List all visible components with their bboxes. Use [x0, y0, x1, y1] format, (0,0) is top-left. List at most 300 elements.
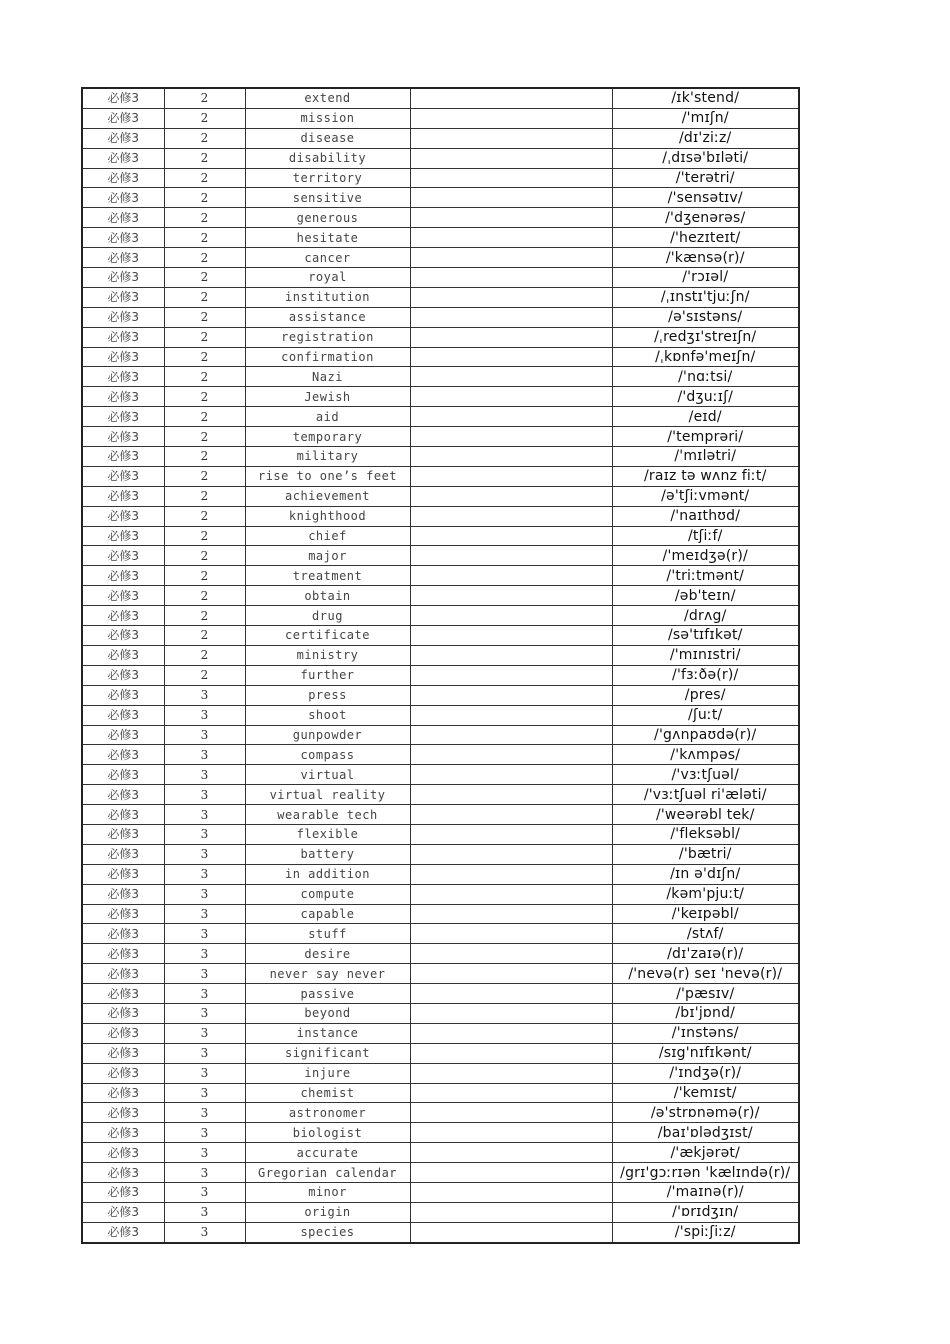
- unit-cell: 3: [164, 1103, 245, 1123]
- unit-cell: 2: [164, 88, 245, 108]
- table-row: [82, 427, 799, 447]
- phonetic-cell: /'gʌnpaʊdə(r)/: [612, 725, 799, 745]
- table-row: [82, 824, 799, 844]
- word-cell: aid: [245, 407, 410, 427]
- meaning-cell: [410, 844, 612, 864]
- unit-cell: 3: [164, 1143, 245, 1163]
- word-cell: extend: [245, 88, 410, 108]
- table-row: [82, 586, 799, 606]
- phonetic-cell: /'bætri/: [612, 844, 799, 864]
- book-cell: 必修3: [82, 466, 164, 486]
- phonetic-cell: /'dʒuːɪʃ/: [612, 387, 799, 407]
- word-cell: Gregorian calendar: [245, 1163, 410, 1183]
- unit-cell: 2: [164, 645, 245, 665]
- phonetic-cell: /'keɪpəbl/: [612, 904, 799, 924]
- meaning-cell: [410, 964, 612, 984]
- unit-cell: 3: [164, 1222, 245, 1242]
- meaning-cell: [410, 1202, 612, 1222]
- table-row: [82, 148, 799, 168]
- book-cell: 必修3: [82, 1143, 164, 1163]
- meaning-cell: [410, 645, 612, 665]
- vocabulary-table-body: [82, 88, 799, 1243]
- phonetic-cell: /'ɪndʒə(r)/: [612, 1063, 799, 1083]
- book-cell: 必修3: [82, 1043, 164, 1063]
- word-cell: injure: [245, 1063, 410, 1083]
- unit-cell: 3: [164, 725, 245, 745]
- book-cell: 必修3: [82, 327, 164, 347]
- word-cell: desire: [245, 944, 410, 964]
- meaning-cell: [410, 347, 612, 367]
- book-cell: 必修3: [82, 268, 164, 288]
- meaning-cell: [410, 566, 612, 586]
- word-cell: drug: [245, 606, 410, 626]
- unit-cell: 3: [164, 685, 245, 705]
- unit-cell: 3: [164, 864, 245, 884]
- word-cell: flexible: [245, 824, 410, 844]
- meaning-cell: [410, 447, 612, 467]
- word-cell: beyond: [245, 1003, 410, 1023]
- word-cell: gunpowder: [245, 725, 410, 745]
- phonetic-cell: /baɪ'ɒlədʒɪst/: [612, 1123, 799, 1143]
- phonetic-cell: /'meɪdʒə(r)/: [612, 546, 799, 566]
- table-row: [82, 506, 799, 526]
- book-cell: 必修3: [82, 765, 164, 785]
- meaning-cell: [410, 327, 612, 347]
- meaning-cell: [410, 984, 612, 1004]
- meaning-cell: [410, 606, 612, 626]
- table-row: [82, 307, 799, 327]
- table-row: [82, 387, 799, 407]
- unit-cell: 2: [164, 486, 245, 506]
- word-cell: capable: [245, 904, 410, 924]
- book-cell: 必修3: [82, 824, 164, 844]
- phonetic-cell: /'kemɪst/: [612, 1083, 799, 1103]
- meaning-cell: [410, 1103, 612, 1123]
- unit-cell: 2: [164, 327, 245, 347]
- unit-cell: 2: [164, 268, 245, 288]
- table-row: [82, 1003, 799, 1023]
- table-row: [82, 546, 799, 566]
- word-cell: astronomer: [245, 1103, 410, 1123]
- book-cell: 必修3: [82, 1222, 164, 1242]
- book-cell: 必修3: [82, 88, 164, 108]
- phonetic-cell: /ˌɪnstɪ'tjuːʃn/: [612, 287, 799, 307]
- table-row: [82, 626, 799, 646]
- word-cell: sensitive: [245, 188, 410, 208]
- meaning-cell: [410, 785, 612, 805]
- table-row: [82, 1063, 799, 1083]
- meaning-cell: [410, 1222, 612, 1242]
- word-cell: mission: [245, 108, 410, 128]
- unit-cell: 3: [164, 984, 245, 1004]
- meaning-cell: [410, 407, 612, 427]
- word-cell: cancer: [245, 248, 410, 268]
- word-cell: institution: [245, 287, 410, 307]
- word-cell: in addition: [245, 864, 410, 884]
- unit-cell: 2: [164, 148, 245, 168]
- phonetic-cell: /'terətri/: [612, 168, 799, 188]
- unit-cell: 2: [164, 367, 245, 387]
- word-cell: significant: [245, 1043, 410, 1063]
- phonetic-cell: /'fleksəbl/: [612, 824, 799, 844]
- unit-cell: 3: [164, 824, 245, 844]
- unit-cell: 3: [164, 1063, 245, 1083]
- meaning-cell: [410, 586, 612, 606]
- word-cell: territory: [245, 168, 410, 188]
- word-cell: compute: [245, 884, 410, 904]
- meaning-cell: [410, 924, 612, 944]
- phonetic-cell: /'hezɪteɪt/: [612, 228, 799, 248]
- unit-cell: 2: [164, 248, 245, 268]
- meaning-cell: [410, 466, 612, 486]
- word-cell: disability: [245, 148, 410, 168]
- meaning-cell: [410, 1003, 612, 1023]
- table-row: [82, 984, 799, 1004]
- unit-cell: 2: [164, 606, 245, 626]
- unit-cell: 2: [164, 347, 245, 367]
- unit-cell: 3: [164, 1182, 245, 1202]
- book-cell: 必修3: [82, 1202, 164, 1222]
- word-cell: Jewish: [245, 387, 410, 407]
- unit-cell: 2: [164, 108, 245, 128]
- meaning-cell: [410, 188, 612, 208]
- table-row: [82, 1023, 799, 1043]
- unit-cell: 2: [164, 168, 245, 188]
- unit-cell: 3: [164, 1163, 245, 1183]
- word-cell: rise to one’s feet: [245, 466, 410, 486]
- word-cell: origin: [245, 1202, 410, 1222]
- table-row: [82, 606, 799, 626]
- phonetic-cell: /'nevə(r) seɪ 'nevə(r)/: [612, 964, 799, 984]
- table-row: [82, 447, 799, 467]
- unit-cell: 2: [164, 447, 245, 467]
- unit-cell: 3: [164, 904, 245, 924]
- book-cell: 必修3: [82, 1083, 164, 1103]
- word-cell: minor: [245, 1182, 410, 1202]
- book-cell: 必修3: [82, 347, 164, 367]
- book-cell: 必修3: [82, 407, 164, 427]
- meaning-cell: [410, 1043, 612, 1063]
- word-cell: temporary: [245, 427, 410, 447]
- meaning-cell: [410, 1023, 612, 1043]
- word-cell: chief: [245, 526, 410, 546]
- table-row: [82, 844, 799, 864]
- word-cell: wearable tech: [245, 805, 410, 825]
- table-row: [82, 168, 799, 188]
- phonetic-cell: /ɪn ə'dɪʃn/: [612, 864, 799, 884]
- phonetic-cell: /'triːtmənt/: [612, 566, 799, 586]
- word-cell: accurate: [245, 1143, 410, 1163]
- meaning-cell: [410, 1182, 612, 1202]
- phonetic-cell: /pres/: [612, 685, 799, 705]
- book-cell: 必修3: [82, 506, 164, 526]
- unit-cell: 3: [164, 1023, 245, 1043]
- table-row: [82, 665, 799, 685]
- unit-cell: 2: [164, 128, 245, 148]
- meaning-cell: [410, 506, 612, 526]
- unit-cell: 2: [164, 387, 245, 407]
- book-cell: 必修3: [82, 1063, 164, 1083]
- book-cell: 必修3: [82, 944, 164, 964]
- table-row: [82, 1182, 799, 1202]
- table-row: [82, 108, 799, 128]
- meaning-cell: [410, 824, 612, 844]
- book-cell: 必修3: [82, 486, 164, 506]
- word-cell: never say never: [245, 964, 410, 984]
- book-cell: 必修3: [82, 745, 164, 765]
- meaning-cell: [410, 307, 612, 327]
- word-cell: assistance: [245, 307, 410, 327]
- meaning-cell: [410, 168, 612, 188]
- book-cell: 必修3: [82, 1182, 164, 1202]
- phonetic-cell: /ʃuːt/: [612, 705, 799, 725]
- meaning-cell: [410, 287, 612, 307]
- phonetic-cell: /'temprəri/: [612, 427, 799, 447]
- phonetic-cell: /ə'strɒnəmə(r)/: [612, 1103, 799, 1123]
- table-row: [82, 1202, 799, 1222]
- table-row: [82, 1222, 799, 1242]
- unit-cell: 3: [164, 924, 245, 944]
- book-cell: 必修3: [82, 427, 164, 447]
- unit-cell: 2: [164, 407, 245, 427]
- unit-cell: 3: [164, 1003, 245, 1023]
- table-row: [82, 287, 799, 307]
- word-cell: species: [245, 1222, 410, 1242]
- meaning-cell: [410, 248, 612, 268]
- word-cell: Nazi: [245, 367, 410, 387]
- word-cell: press: [245, 685, 410, 705]
- table-row: [82, 944, 799, 964]
- table-row: [82, 964, 799, 984]
- table-row: [82, 1143, 799, 1163]
- unit-cell: 2: [164, 307, 245, 327]
- phonetic-cell: /ɪk'stend/: [612, 88, 799, 108]
- book-cell: 必修3: [82, 586, 164, 606]
- unit-cell: 3: [164, 745, 245, 765]
- book-cell: 必修3: [82, 626, 164, 646]
- phonetic-cell: /əb'teɪn/: [612, 586, 799, 606]
- meaning-cell: [410, 1143, 612, 1163]
- phonetic-cell: /kəm'pjuːt/: [612, 884, 799, 904]
- word-cell: confirmation: [245, 347, 410, 367]
- table-row: [82, 924, 799, 944]
- phonetic-cell: /ə'tʃiːvmənt/: [612, 486, 799, 506]
- unit-cell: 2: [164, 665, 245, 685]
- meaning-cell: [410, 685, 612, 705]
- meaning-cell: [410, 725, 612, 745]
- meaning-cell: [410, 268, 612, 288]
- book-cell: 必修3: [82, 665, 164, 685]
- unit-cell: 2: [164, 546, 245, 566]
- phonetic-cell: /'weərəbl tek/: [612, 805, 799, 825]
- table-row: [82, 1043, 799, 1063]
- phonetic-cell: /dɪ'ziːz/: [612, 128, 799, 148]
- book-cell: 必修3: [82, 367, 164, 387]
- unit-cell: 2: [164, 466, 245, 486]
- phonetic-cell: /grɪ'gɔːrɪən 'kælɪndə(r)/: [612, 1163, 799, 1183]
- table-row: [82, 1083, 799, 1103]
- book-cell: 必修3: [82, 864, 164, 884]
- phonetic-cell: /'ækjərət/: [612, 1143, 799, 1163]
- book-cell: 必修3: [82, 188, 164, 208]
- book-cell: 必修3: [82, 168, 164, 188]
- unit-cell: 2: [164, 626, 245, 646]
- unit-cell: 3: [164, 1043, 245, 1063]
- table-row: [82, 228, 799, 248]
- phonetic-cell: /'ɪnstəns/: [612, 1023, 799, 1043]
- book-cell: 必修3: [82, 606, 164, 626]
- book-cell: 必修3: [82, 844, 164, 864]
- unit-cell: 2: [164, 427, 245, 447]
- meaning-cell: [410, 665, 612, 685]
- meaning-cell: [410, 108, 612, 128]
- unit-cell: 2: [164, 526, 245, 546]
- unit-cell: 2: [164, 228, 245, 248]
- meaning-cell: [410, 884, 612, 904]
- word-cell: generous: [245, 208, 410, 228]
- unit-cell: 2: [164, 208, 245, 228]
- book-cell: 必修3: [82, 1163, 164, 1183]
- table-row: [82, 327, 799, 347]
- table-row: [82, 884, 799, 904]
- meaning-cell: [410, 88, 612, 108]
- word-cell: major: [245, 546, 410, 566]
- word-cell: further: [245, 665, 410, 685]
- meaning-cell: [410, 805, 612, 825]
- phonetic-cell: /'dʒenərəs/: [612, 208, 799, 228]
- table-row: [82, 1103, 799, 1123]
- book-cell: 必修3: [82, 566, 164, 586]
- phonetic-cell: /'kænsə(r)/: [612, 248, 799, 268]
- table-row: [82, 1163, 799, 1183]
- phonetic-cell: /'maɪnə(r)/: [612, 1182, 799, 1202]
- word-cell: treatment: [245, 566, 410, 586]
- unit-cell: 3: [164, 805, 245, 825]
- phonetic-cell: /'rɔɪəl/: [612, 268, 799, 288]
- unit-cell: 2: [164, 287, 245, 307]
- phonetic-cell: /'pæsɪv/: [612, 984, 799, 1004]
- table-row: [82, 725, 799, 745]
- unit-cell: 2: [164, 586, 245, 606]
- phonetic-cell: /drʌg/: [612, 606, 799, 626]
- book-cell: 必修3: [82, 924, 164, 944]
- phonetic-cell: /stʌf/: [612, 924, 799, 944]
- book-cell: 必修3: [82, 447, 164, 467]
- phonetic-cell: /'vɜːtʃuəl ri'æləti/: [612, 785, 799, 805]
- phonetic-cell: /'mɪʃn/: [612, 108, 799, 128]
- table-row: [82, 128, 799, 148]
- phonetic-cell: /ˌredʒɪ'streɪʃn/: [612, 327, 799, 347]
- word-cell: registration: [245, 327, 410, 347]
- table-row: [82, 407, 799, 427]
- table-row: [82, 685, 799, 705]
- word-cell: battery: [245, 844, 410, 864]
- word-cell: stuff: [245, 924, 410, 944]
- book-cell: 必修3: [82, 645, 164, 665]
- phonetic-cell: /'kʌmpəs/: [612, 745, 799, 765]
- word-cell: shoot: [245, 705, 410, 725]
- table-row: [82, 864, 799, 884]
- unit-cell: 2: [164, 188, 245, 208]
- table-row: [82, 268, 799, 288]
- table-row: [82, 466, 799, 486]
- word-cell: military: [245, 447, 410, 467]
- meaning-cell: [410, 1083, 612, 1103]
- table-row: [82, 347, 799, 367]
- unit-cell: 2: [164, 506, 245, 526]
- unit-cell: 3: [164, 1123, 245, 1143]
- unit-cell: 2: [164, 566, 245, 586]
- phonetic-cell: /bɪ'jɒnd/: [612, 1003, 799, 1023]
- table-row: [82, 765, 799, 785]
- unit-cell: 3: [164, 1083, 245, 1103]
- book-cell: 必修3: [82, 1123, 164, 1143]
- word-cell: virtual: [245, 765, 410, 785]
- book-cell: 必修3: [82, 785, 164, 805]
- book-cell: 必修3: [82, 685, 164, 705]
- phonetic-cell: /'ɒrɪdʒɪn/: [612, 1202, 799, 1222]
- meaning-cell: [410, 1163, 612, 1183]
- meaning-cell: [410, 148, 612, 168]
- table-row: [82, 88, 799, 108]
- book-cell: 必修3: [82, 526, 164, 546]
- meaning-cell: [410, 626, 612, 646]
- book-cell: 必修3: [82, 148, 164, 168]
- meaning-cell: [410, 128, 612, 148]
- word-cell: hesitate: [245, 228, 410, 248]
- unit-cell: 3: [164, 785, 245, 805]
- book-cell: 必修3: [82, 984, 164, 1004]
- table-row: [82, 645, 799, 665]
- unit-cell: 3: [164, 944, 245, 964]
- word-cell: knighthood: [245, 506, 410, 526]
- meaning-cell: [410, 546, 612, 566]
- phonetic-cell: /sɪg'nɪfɪkənt/: [612, 1043, 799, 1063]
- meaning-cell: [410, 526, 612, 546]
- word-cell: biologist: [245, 1123, 410, 1143]
- phonetic-cell: /ˌkɒnfə'meɪʃn/: [612, 347, 799, 367]
- word-cell: disease: [245, 128, 410, 148]
- meaning-cell: [410, 1123, 612, 1143]
- meaning-cell: [410, 765, 612, 785]
- meaning-cell: [410, 367, 612, 387]
- unit-cell: 3: [164, 705, 245, 725]
- meaning-cell: [410, 904, 612, 924]
- phonetic-cell: /dɪ'zaɪə(r)/: [612, 944, 799, 964]
- word-cell: virtual reality: [245, 785, 410, 805]
- word-cell: ministry: [245, 645, 410, 665]
- unit-cell: 3: [164, 964, 245, 984]
- meaning-cell: [410, 1063, 612, 1083]
- table-row: [82, 526, 799, 546]
- unit-cell: 3: [164, 844, 245, 864]
- meaning-cell: [410, 427, 612, 447]
- word-cell: obtain: [245, 586, 410, 606]
- book-cell: 必修3: [82, 805, 164, 825]
- phonetic-cell: /'vɜːtʃuəl/: [612, 765, 799, 785]
- book-cell: 必修3: [82, 884, 164, 904]
- book-cell: 必修3: [82, 705, 164, 725]
- phonetic-cell: /sə'tɪfɪkət/: [612, 626, 799, 646]
- phonetic-cell: /eɪd/: [612, 407, 799, 427]
- table-row: [82, 486, 799, 506]
- word-cell: achievement: [245, 486, 410, 506]
- phonetic-cell: /ə'sɪstəns/: [612, 307, 799, 327]
- phonetic-cell: /'mɪlətri/: [612, 447, 799, 467]
- book-cell: 必修3: [82, 387, 164, 407]
- book-cell: 必修3: [82, 128, 164, 148]
- book-cell: 必修3: [82, 1003, 164, 1023]
